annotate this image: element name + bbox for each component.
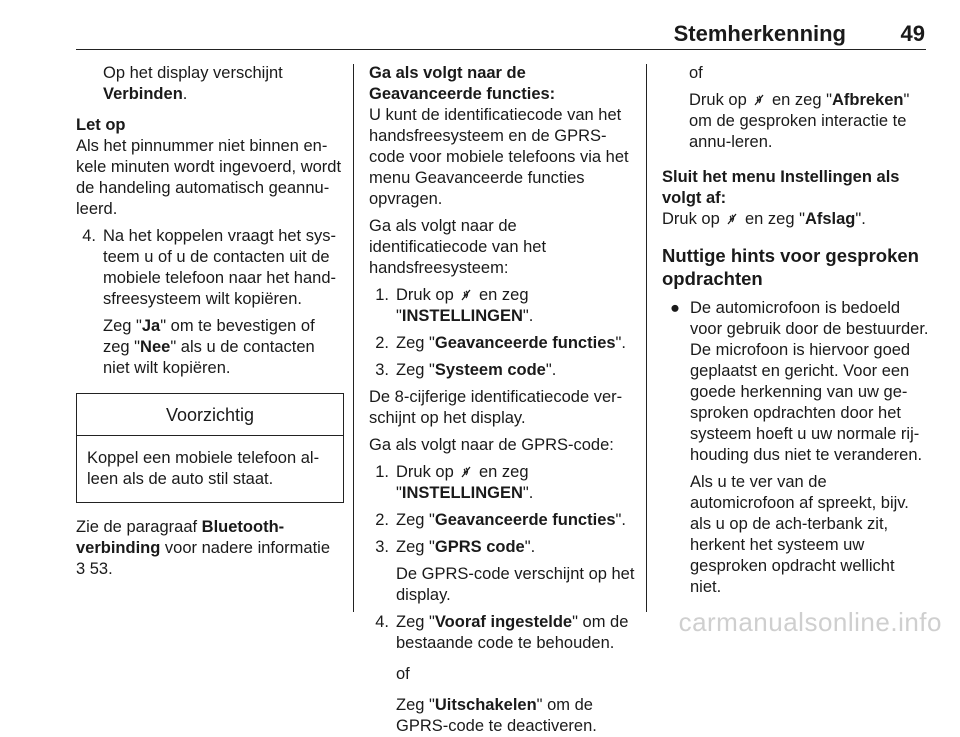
caution-text: Koppel een mobiele telefoon al-leen als de auto stil staat. [87,449,320,488]
column-1 [76,63,344,580]
list-item-b2: 2. Zeg "Geavanceerde functies". [375,511,626,529]
tip-1-continued: Als u te ver van de automicrofoon af spreekt, bijv. als u op de ach-terbank zit, herkent het systeem uw gesproken opdracht wellicht niet. [690,473,909,596]
list-item-b3: 3. Zeg "GPRS code". [375,538,536,556]
list-item-tip-1: ● De automicrofoon is bedoeld voor gebruik door de bestuurder. De microfoon is hiervoor goed geplaatst en gericht. Voor een goede herkenning van uw ge-sproken opdrachten door het systeem hoeft u uw normale rij-houding dus niet te veranderen. [662,298,930,466]
column-3 [662,63,930,598]
paragraph-id-code: Ga als volgt naar de identificatiecode van het handsfreesysteem: [369,217,547,277]
step-4-instruction: Zeg "Ja" om te bevestigen of zeg "Nee" als u de contacten niet wilt kopiëren. [103,317,315,377]
column-divider-2 [646,64,647,612]
gprs-result: De GPRS-code verschijnt op het display. [396,565,635,604]
list-item-a1: 1. Druk op en zeg "INSTELLINGEN". [375,286,534,325]
paragraph-id-result: De 8-cijferige identificatiecode ver-schijnt op het display. [369,388,623,427]
caution-box [76,393,344,503]
display-value: Verbinden [103,85,183,103]
caution-title: Voorzichtig [77,394,343,436]
watermark: carmanualsonline.info [678,607,942,637]
display-line: Op het display verschijnt Verbinden. [103,64,283,103]
voice-command-icon [753,93,765,107]
section-heading-tips: Nuttige hints voor gesproken opdrachten [662,245,919,289]
bluetooth-link[interactable]: Bluetooth-verbinding [76,518,285,557]
page-section-title: Stemherkenning [673,21,846,46]
bullet-icon: ● [670,299,680,317]
voice-command-icon [726,212,738,226]
column-divider-1 [353,64,354,612]
list-item-b4: 4. Zeg "Vooraf ingestelde" om de bestaande code te behouden. [375,613,629,652]
or-text: of [396,665,410,683]
list-item-a3: 3. Zeg "Systeem code". [375,361,557,379]
list-item-a2: 2. Zeg "Geavanceerde functies". [375,334,626,352]
disable-gprs-instruction: Zeg "Uitschakelen" om de GPRS-code te deactiveren. [396,696,597,735]
paragraph-intro: U kunt de identificatiecode van het handsfreesysteem en de GPRS-code voor mobiele telefoons via het menu Geavanceerde functies opvragen. [369,106,629,208]
list-item-step-4: 4. Na het koppelen vraagt het sys-teem u of u de contacten uit de mobiele telefoon naar het hand-sfreesysteem wilt kopiëren. [82,227,336,308]
voice-command-icon [460,288,472,302]
header-divider [76,49,926,50]
section-heading-advanced: Ga als volgt naar de Geavanceerde functies: [369,64,556,103]
list-item-b1: 1. Druk op en zeg "INSTELLINGEN". [375,463,534,502]
close-instruction: Druk op en zeg "Afslag". [662,210,866,228]
or-text-continued: of [689,64,703,82]
note-title: Let op [76,116,126,134]
column-2 [369,63,637,737]
voice-command-icon [460,465,472,479]
page-reference[interactable]: 3 53. [76,560,113,578]
cancel-instruction: Druk op en zeg "Afbreken" om de gesproken interactie te annu-leren. [689,91,910,151]
note-block [76,115,344,220]
see-also-paragraph: Zie de paragraaf Bluetooth-verbinding voor nadere informatie 3 53. [76,518,331,578]
note-text: Als het pinnummer niet binnen en-kele minuten wordt ingevoerd, wordt de handeling automatisch geannu-leerd. [76,137,342,218]
section-heading-close-menu: Sluit het menu Instellingen als volgt af: [662,168,900,207]
paragraph-gprs: Ga als volgt naar de GPRS-code: [369,436,614,454]
page-number: 49 [900,21,925,46]
